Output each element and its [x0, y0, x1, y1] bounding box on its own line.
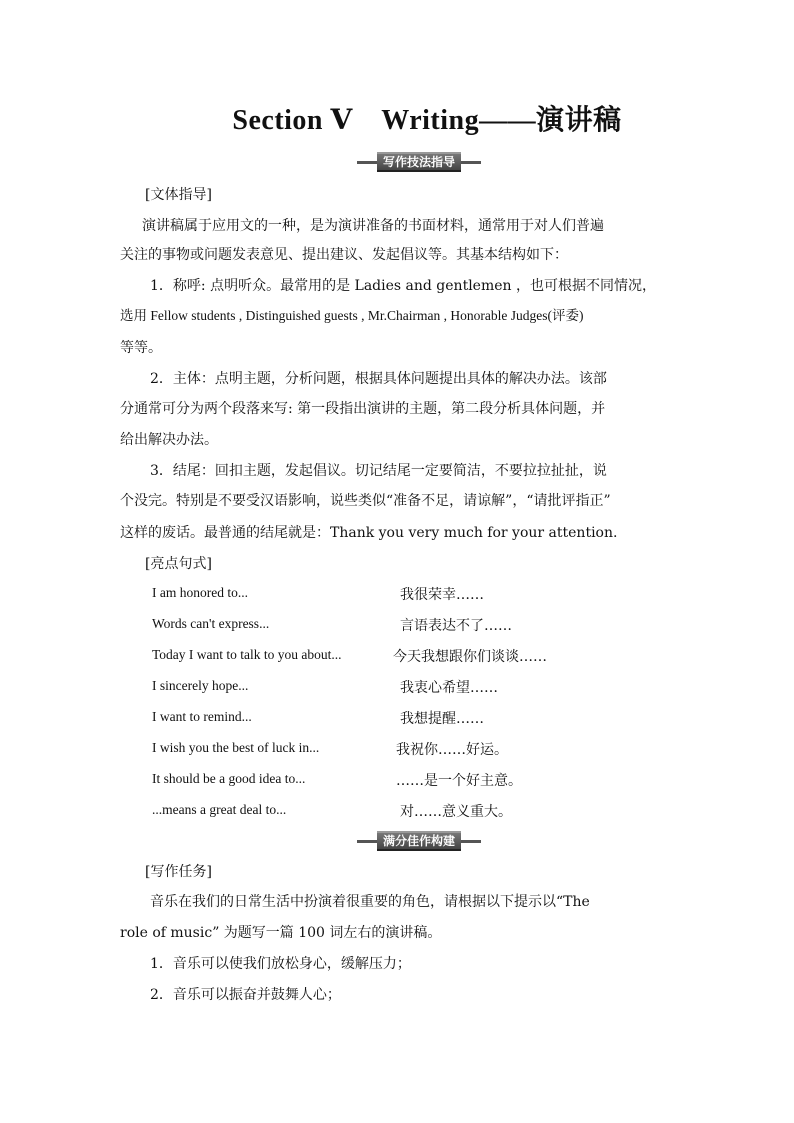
phrase-en: I am honored to...	[152, 585, 248, 600]
point3-line1: 3．结尾：回扣主题，发起倡议。切记结尾一定要简洁，不要拉拉扯扯，说	[150, 463, 607, 479]
phrase-zh: 对……意义重大。	[400, 804, 512, 820]
guide-intro-line1: 演讲稿属于应用文的一种，是为演讲准备的书面材料，通常用于对人们普遍	[142, 218, 604, 234]
phrase-zh: 我衷心希望……	[400, 680, 498, 696]
point1-line2: 选用 Fellow students , Distinguished guests , Mr.Chairman , Honorable Judges(评委)	[120, 308, 584, 323]
point3-line2: 个没完。特别是不要受汉语影响，说些类似“准备不足，请谅解”，“请批评指正”	[120, 493, 611, 509]
task-line1: 音乐在我们的日常生活中扮演着很重要的角色，请根据以下提示以“The	[150, 894, 590, 910]
phrase-zh: ……是一个好主意。	[396, 773, 522, 789]
point2-line3: 给出解决办法。	[120, 432, 218, 448]
phrase-en: Words can't express...	[152, 616, 270, 631]
phrase-en: ...means a great deal to...	[152, 802, 287, 817]
section-banner-model-essay	[357, 832, 481, 850]
point1-line3: 等等。	[120, 340, 162, 356]
guide-intro-line2: 关注的事物或问题发表意见、提出建议、发起倡议等。其基本结构如下：	[120, 247, 568, 263]
section-banner-writing-guide	[357, 153, 481, 171]
phrase-zh: 今天我想跟你们谈谈……	[393, 649, 547, 665]
phrase-zh: 我很荣幸……	[400, 587, 484, 603]
task-hint2: 2．音乐可以振奋并鼓舞人心；	[150, 987, 341, 1003]
task-hint1: 1．音乐可以使我们放松身心，缓解压力；	[150, 956, 411, 972]
point2-line1: 2．主体：点明主题，分析问题，根据具体问题提出具体的解决办法。该部	[150, 371, 607, 387]
point3-line3: 这样的废话。最普通的结尾就是：Thank you very much for your attention.	[120, 525, 618, 541]
phrase-en: Today I want to talk to you about...	[152, 647, 342, 662]
phrase-en: I sincerely hope...	[152, 678, 249, 693]
page-title: Section Ⅴ Writing——演讲稿	[232, 105, 622, 136]
phrase-en: It should be a good idea to...	[152, 771, 306, 786]
phrase-zh: 言语表达不了……	[400, 618, 512, 634]
phrase-zh: 我祝你……好运。	[396, 742, 508, 758]
task-line2: role of music” 为题写一篇 100 词左右的演讲稿。	[120, 925, 442, 941]
banner-label: 写作技法指导	[377, 152, 461, 172]
phrases-heading: [亮点句式]	[145, 556, 212, 572]
phrase-en: I wish you the best of luck in...	[152, 740, 320, 755]
guide-heading: [文体指导]	[145, 187, 212, 203]
phrase-zh: 我想提醒……	[400, 711, 484, 727]
banner-label: 满分佳作构建	[377, 831, 461, 851]
point1-line1: 1．称呼: 点明听众。最常用的是 Ladies and gentlemen ，也可根据不同情况，	[150, 278, 656, 294]
point2-line2: 分通常可分为两个段落来写: 第一段指出演讲的主题，第二段分析具体问题，并	[120, 401, 606, 417]
task-heading: [写作任务]	[145, 864, 212, 880]
phrase-en: I want to remind...	[152, 709, 252, 724]
